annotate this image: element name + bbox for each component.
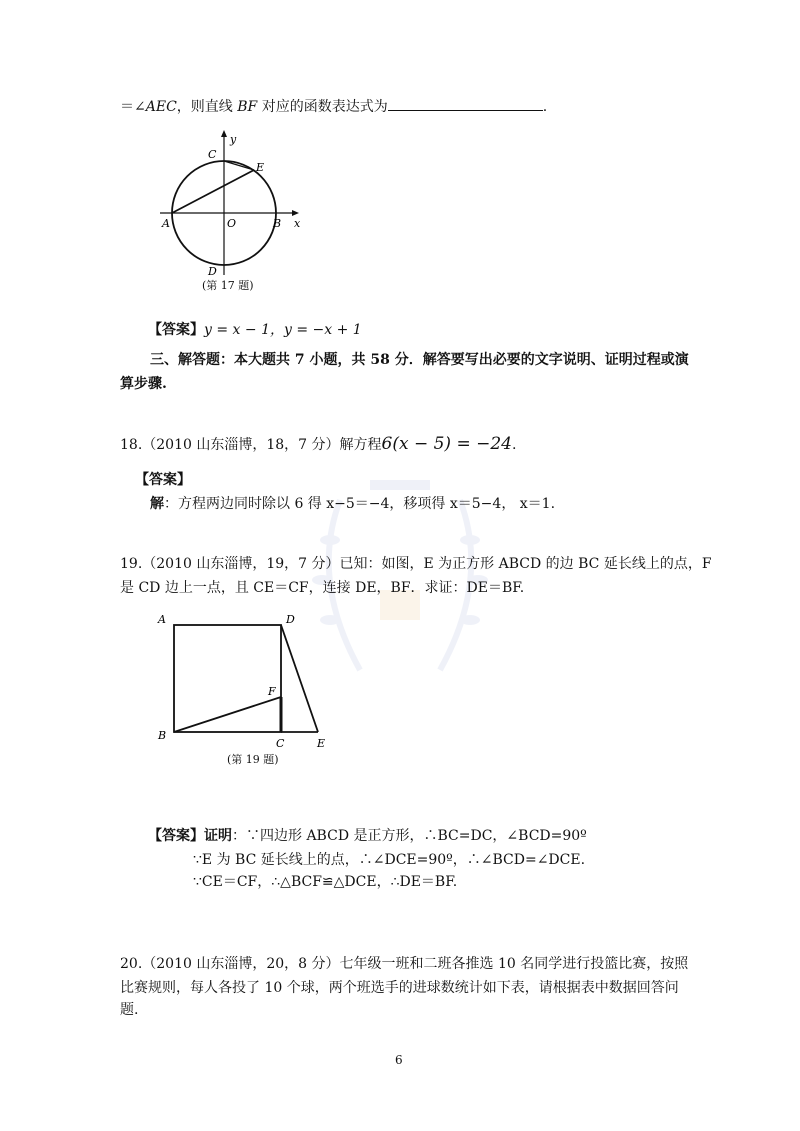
q19-proof-line1: 【答案】证明：∵四边形 ABCD 是正方形，∴BC=DC，∠BCD=90º [148, 828, 587, 844]
segment-DE [281, 625, 318, 732]
q20-statement-line2: 比赛规则，每人各投了 10 个球，两个班选手的进球数统计如下表，请根据表中数据回答问 [120, 980, 679, 996]
label-C: C [276, 737, 285, 750]
label-A: A [158, 613, 166, 626]
label-x: x [294, 217, 301, 230]
figure-19-caption: (第 19 题) [227, 753, 279, 766]
q17-answer: 【答案】y = x − 1，y = −x + 1 [148, 322, 362, 338]
label-B: B [273, 217, 282, 230]
q17-statement-tail: ＝∠AEC，则直线 BF 对应的函数表达式为 . [120, 96, 547, 117]
square-ABCD [174, 625, 281, 732]
label-F: F [268, 685, 276, 698]
label-E: E [256, 161, 265, 174]
label-y: y [230, 133, 237, 146]
section-3-heading-line1: 三、解答题：本大题共 7 小题，共 58 分．解答要写出必要的文字说明、证明过程或演 [150, 352, 689, 368]
segment-AE [172, 170, 254, 213]
q19-statement-line1: 19.（2010 山东淄博，19，7 分）已知：如图，E 为正方形 ABCD 的边 BC 延长线上的点，F [120, 556, 712, 572]
figure-17-caption: (第 17 题) [202, 279, 254, 292]
answer-blank [388, 96, 543, 111]
segment-BF [174, 697, 281, 732]
q19-statement-line2: 是 CD 边上一点，且 CE＝CF，连接 DE，BF．求证：DE＝BF. [120, 580, 525, 596]
figure-19-square [150, 605, 340, 755]
q18-statement: 18.（2010 山东淄博，18，7 分）解方程6(x − 5) = −24. [120, 434, 517, 454]
label-C: C [208, 148, 217, 161]
y-axis-arrow [221, 130, 227, 137]
q19-proof-line2: ∵E 为 BC 延长线上的点，∴∠DCE=90º，∴∠BCD=∠DCE. [193, 852, 586, 868]
q20-statement-line3: 题. [120, 1002, 139, 1018]
q18-solution: 解：方程两边同时除以 6 得 x−5＝−4，移项得 x＝5−4， x＝1. [150, 496, 556, 512]
label-B: B [158, 729, 167, 742]
q19-proof-line3: ∵CE＝CF，∴△BCF≌△DCE，∴DE＝BF. [193, 874, 458, 890]
label-E: E [317, 737, 326, 750]
label-A: A [162, 217, 170, 230]
q18-answer-tag: 【答案】 [135, 472, 191, 488]
label-O: O [227, 217, 237, 230]
page-number: 6 [395, 1053, 403, 1067]
q20-statement-line1: 20.（2010 山东淄博，20，8 分）七年级一班和二班各推选 10 名同学进行投篮比赛，按照 [120, 956, 689, 972]
section-3-heading-line2: 算步骤. [120, 376, 167, 392]
x-axis-arrow [292, 210, 299, 216]
label-D: D [208, 265, 217, 278]
label-D: D [286, 613, 295, 626]
